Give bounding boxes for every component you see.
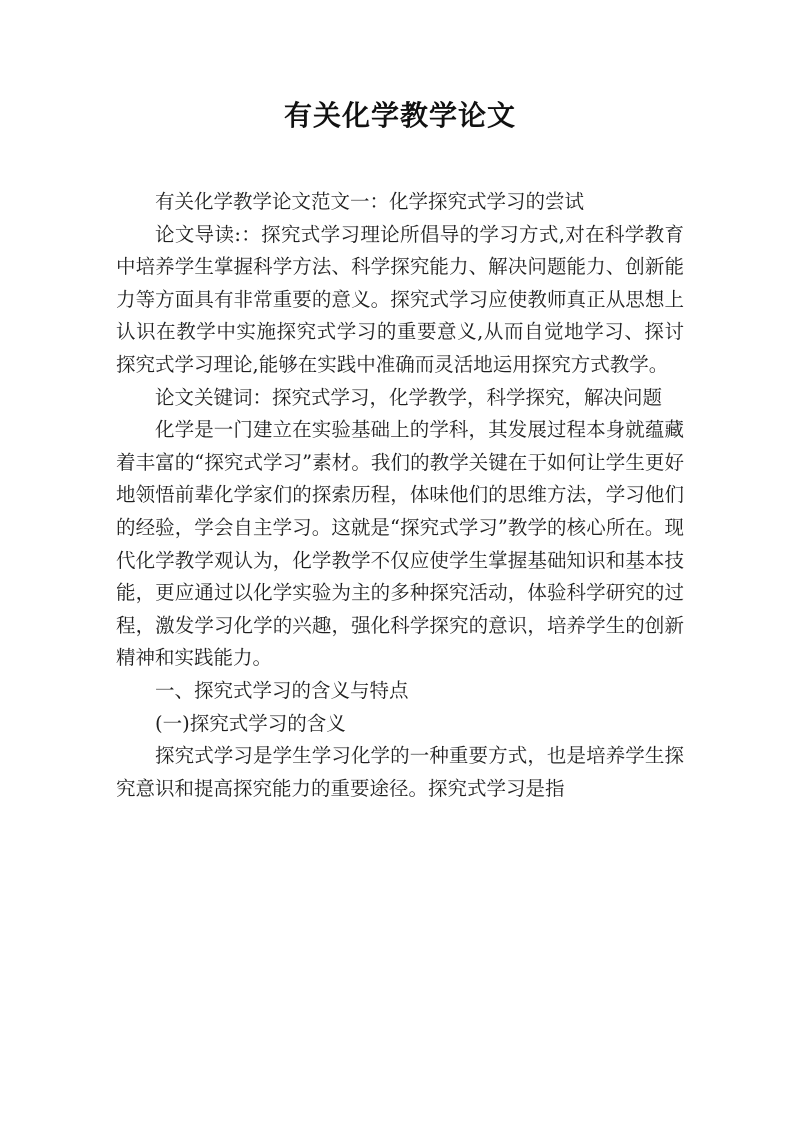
document-body bbox=[116, 186, 684, 805]
paragraph-heading-sample: 有关化学教学论文范文一：化学探究式学习的尝试 bbox=[155, 190, 585, 213]
paragraph-definition: 探究式学习是学生学习化学的一种重要方式，也是培养学生探究意识和提高探究能力的重要途径。探究式学习是指 bbox=[116, 744, 684, 800]
subsection-heading: (一)探究式学习的含义 bbox=[155, 711, 346, 735]
section-heading: 一、探究式学习的含义与特点 bbox=[155, 678, 409, 702]
paragraph-keywords: 论文关键词：探究式学习，化学教学，科学探究，解决问题 bbox=[155, 385, 663, 409]
paragraph-introduction: 化学是一门建立在实验基础上的学科，其发展过程本身就蕴藏着丰富的“探究式学习”素材。我们的教学关键在于如何让学生更好地领悟前辈化学家们的探索历程，体味他们的思维方法，学习他们的经验，学会自主学习。这就是“探究式学习”教学的核心所在。现代化学教学观认为，化学教学不仅应使学生掌握基础知识和基本技能，更应通过以化学实验为主的多种探究活动，体验科学研究的过程，激发学习化学的兴趣，强化科学探究的意识，培养学生的创新精神和实践能力。 bbox=[116, 418, 684, 670]
paragraph-guide: 论文导读:：探究式学习理论所倡导的学习方式,对在科学教育中培养学生掌握科学方法、科学探究能力、解决问题能力、创新能力等方面具有非常重要的意义。探究式学习应使教师真正从思想上认识在教学中实施探究式学习的重要意义,从而自觉地学习、探讨探究式学习理论,能够在实践中准确而灵活地运用探究方式教学。 bbox=[116, 222, 684, 376]
document-title: 有关化学教学论文 bbox=[283, 99, 516, 132]
